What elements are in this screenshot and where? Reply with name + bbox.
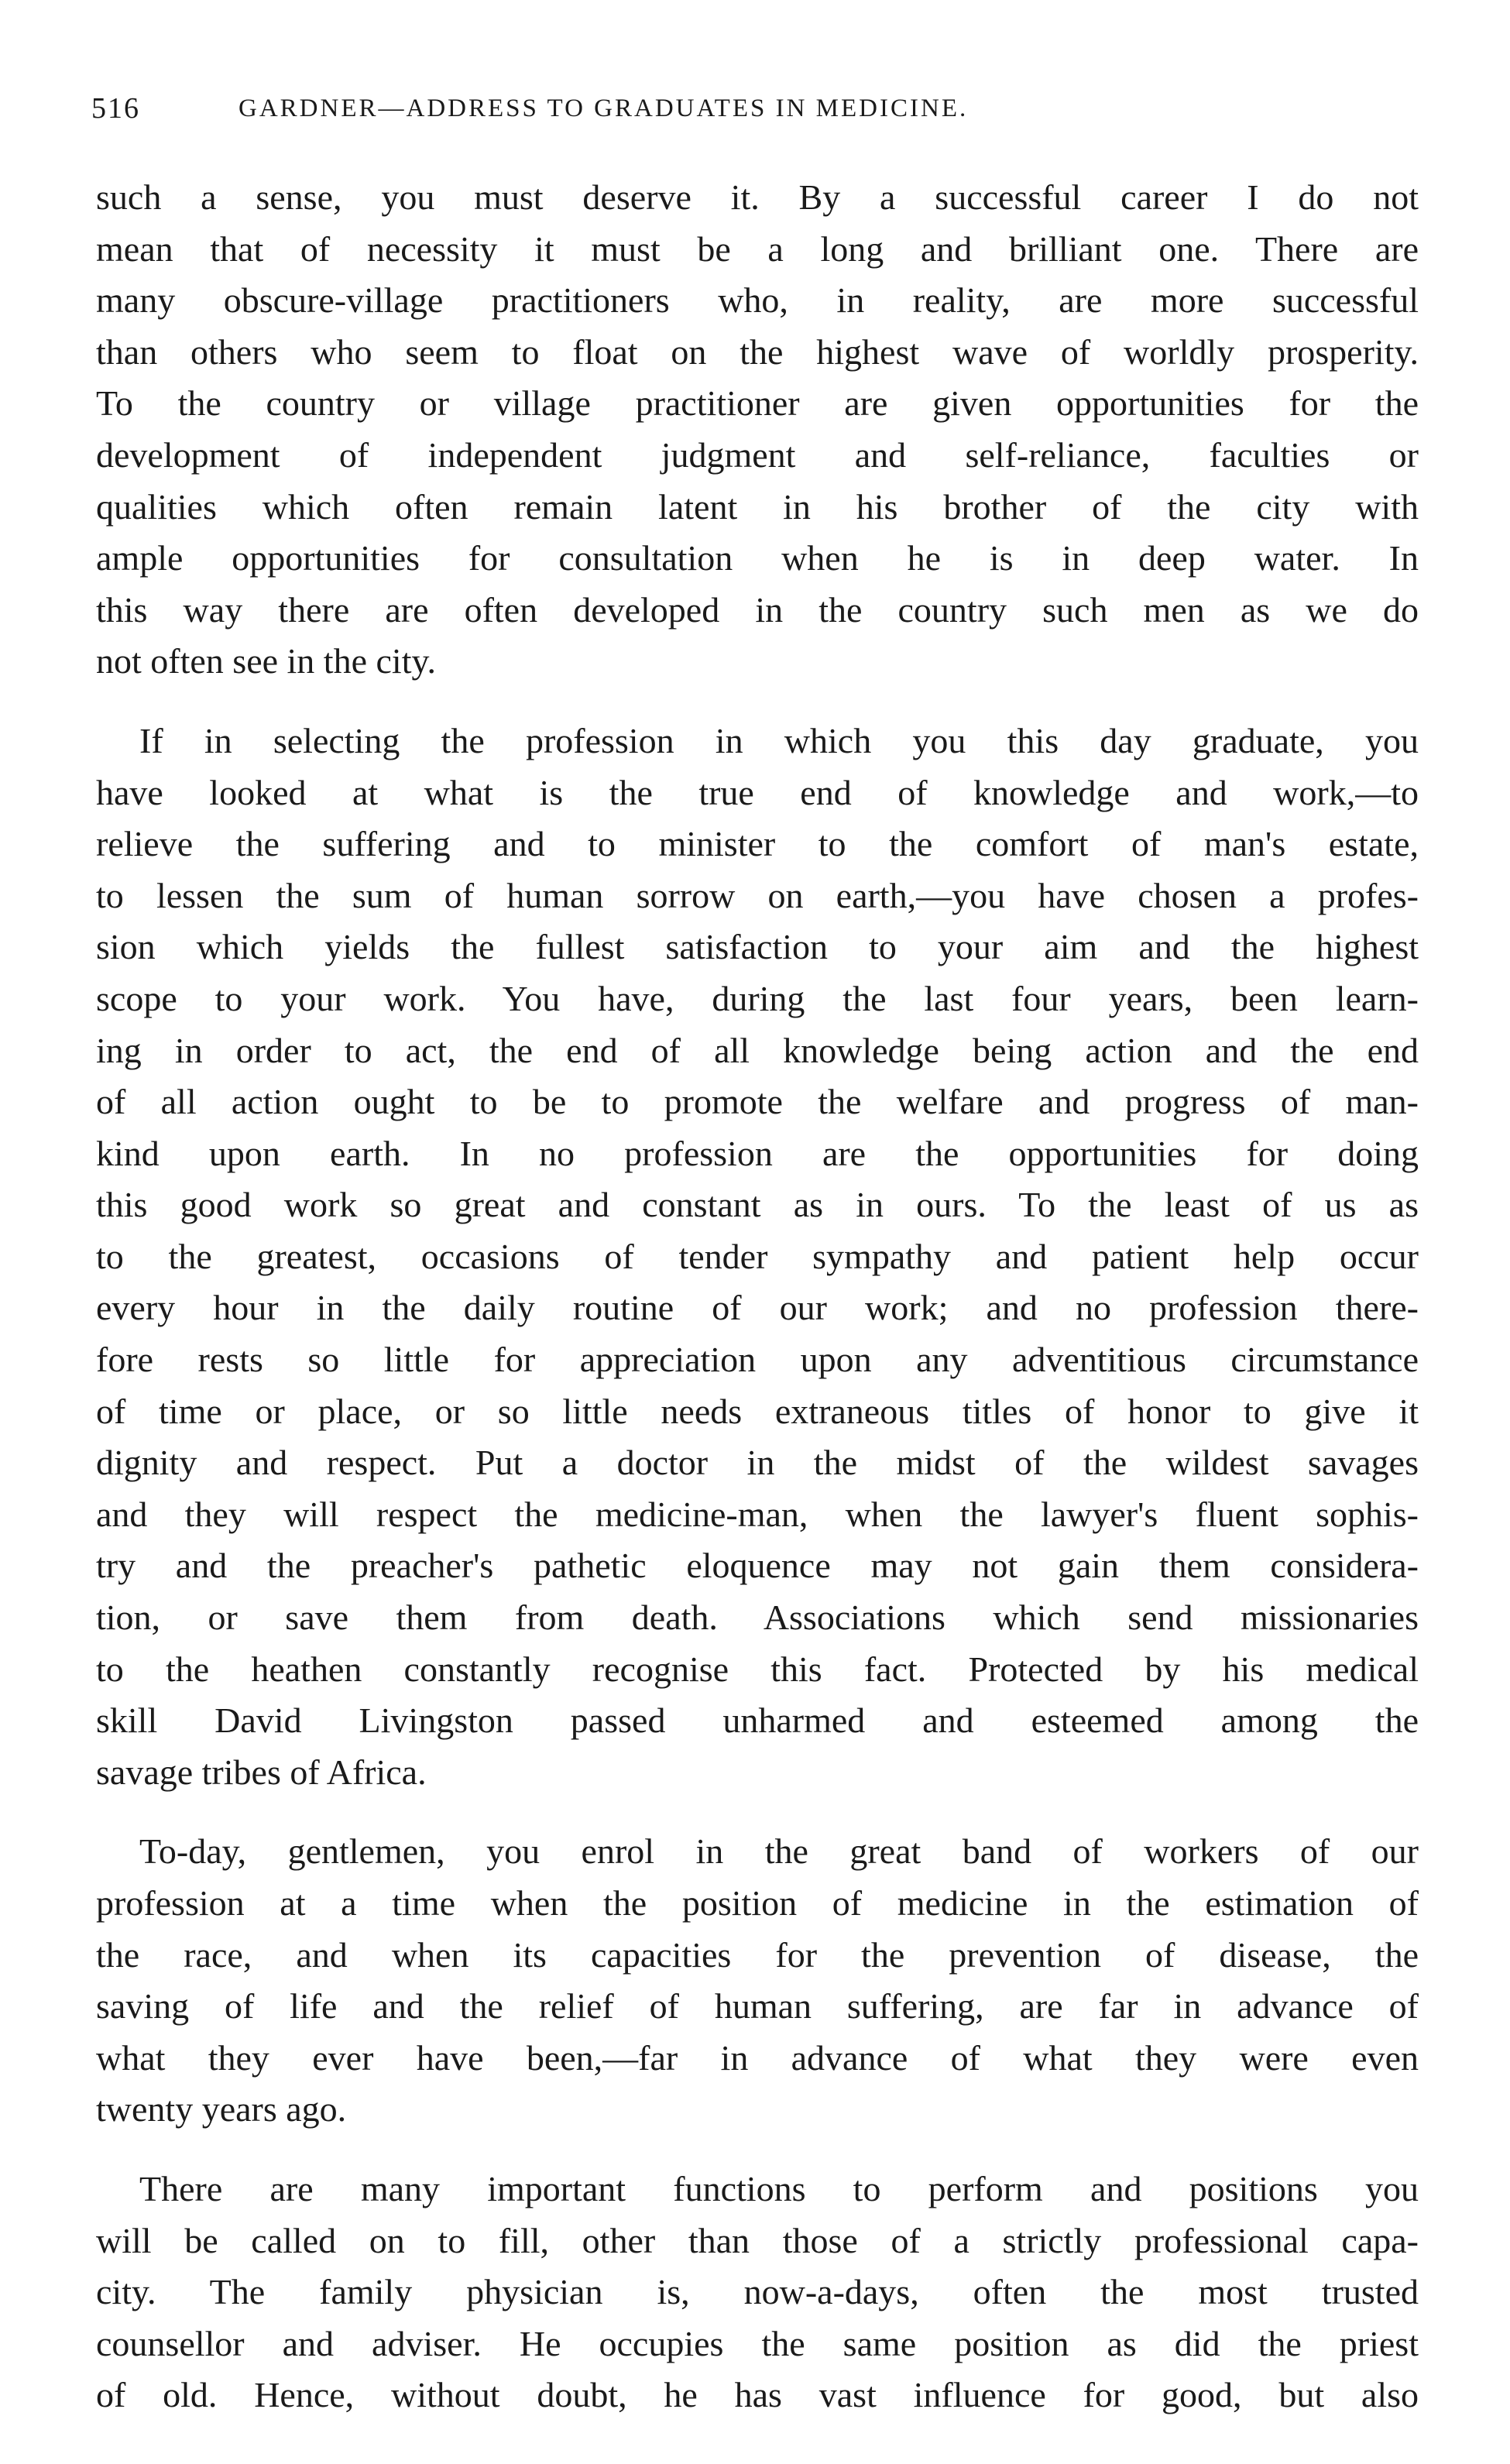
text-line: fore rests so little for appreciation upon any adventitious circumstance [96, 1340, 1419, 1380]
text-line: to the greatest, occasions of tender sympathy and patient help occur [96, 1236, 1419, 1276]
text-line: this good work so great and constant as in ours. To the least of us as [96, 1185, 1419, 1225]
text-line: kind upon earth. In no profession are the opportunities for doing [96, 1133, 1419, 1173]
text-line: try and the preacher's pathetic eloquence may not gain them considera- [96, 1546, 1419, 1586]
text-line: If in selecting the profession in which you this day graduate, you [139, 720, 1419, 760]
text-line: development of independent judgment and self-reliance, faculties or [96, 434, 1419, 475]
text-line: savage tribes of Africa. [96, 1752, 427, 1792]
text-line: will be called on to fill, other than those of a strictly professional capa- [96, 2220, 1419, 2260]
paragraph-2 [96, 716, 1419, 1798]
paragraph-1 [96, 172, 1419, 688]
text-line: saving of life and the relief of human suffering, are far in advance of [96, 1986, 1419, 2026]
text-line: what they ever have been,—far in advance of what they were even [96, 2037, 1419, 2078]
text-line: ample opportunities for consultation when he is in deep water. In [96, 538, 1419, 578]
page-header [91, 91, 1423, 135]
text-line: profession at a time when the position of medicine in the estimation of [96, 1883, 1419, 1923]
text-line: to lessen the sum of human sorrow on earth,—you have chosen a profes- [96, 875, 1419, 915]
text-line: relieve the suffering and to minister to the comfort of man's estate, [96, 824, 1419, 864]
text-line: sion which yields the fullest satisfaction to your aim and the highest [96, 927, 1419, 967]
text-line: city. The family physician is, now-a-days, often the most trusted [96, 2272, 1419, 2312]
text-line: the race, and when its capacities for the prevention of disease, the [96, 1934, 1419, 1975]
body-text [96, 172, 1419, 2449]
text-line: counsellor and adviser. He occupies the same position as did the priest [96, 2323, 1419, 2363]
text-line: not often see in the city. [96, 641, 436, 681]
page-number: 516 [91, 92, 140, 125]
text-line: to the heathen constantly recognise this fact. Protected by his medical [96, 1649, 1419, 1689]
text-line: and they will respect the medicine-man, when the lawyer's fluent sophis- [96, 1494, 1419, 1534]
text-line: ing in order to act, the end of all knowledge being action and the end [96, 1030, 1419, 1070]
text-line: this way there are often developed in the country such men as we do [96, 589, 1419, 630]
text-line: such a sense, you must deserve it. By a successful career I do not [96, 177, 1419, 217]
text-line: To-day, gentlemen, you enrol in the great band of workers of our [139, 1831, 1419, 1872]
paragraph-3 [96, 1826, 1419, 2136]
text-line: of old. Hence, without doubt, he has vast influence for good, but also [96, 2375, 1419, 2415]
text-line: twenty years ago. [96, 2089, 347, 2129]
text-line: mean that of necessity it must be a long and brilliant one. There are [96, 228, 1419, 269]
text-line: of all action ought to be to promote the welfare and progress of man- [96, 1082, 1419, 1122]
text-line: qualities which often remain latent in his brother of the city with [96, 486, 1419, 527]
text-line: of time or place, or so little needs extraneous titles of honor to give it [96, 1391, 1419, 1431]
text-line: There are many important functions to perform and positions you [139, 2168, 1419, 2208]
text-line: To the country or village practitioner are given opportunities for the [96, 383, 1419, 424]
text-line: many obscure-village practitioners who, in reality, are more successful [96, 280, 1419, 321]
text-line: tion, or save them from death. Associations which send missionaries [96, 1597, 1419, 1638]
text-line: dignity and respect. Put a doctor in the midst of the wildest savages [96, 1443, 1419, 1483]
running-head: GARDNER—ADDRESS TO GRADUATES IN MEDICINE. [239, 94, 969, 122]
text-line: have looked at what is the true end of knowledge and work,—to [96, 772, 1419, 812]
text-line: skill David Livingston passed unharmed and esteemed among the [96, 1700, 1419, 1741]
text-line: scope to your work. You have, during the last four years, been learn- [96, 978, 1419, 1018]
text-line: than others who seem to float on the highest wave of worldly prosperity. [96, 331, 1419, 372]
text-line: every hour in the daily routine of our work; and no profession there- [96, 1288, 1419, 1328]
paragraph-4 [96, 2164, 1419, 2421]
